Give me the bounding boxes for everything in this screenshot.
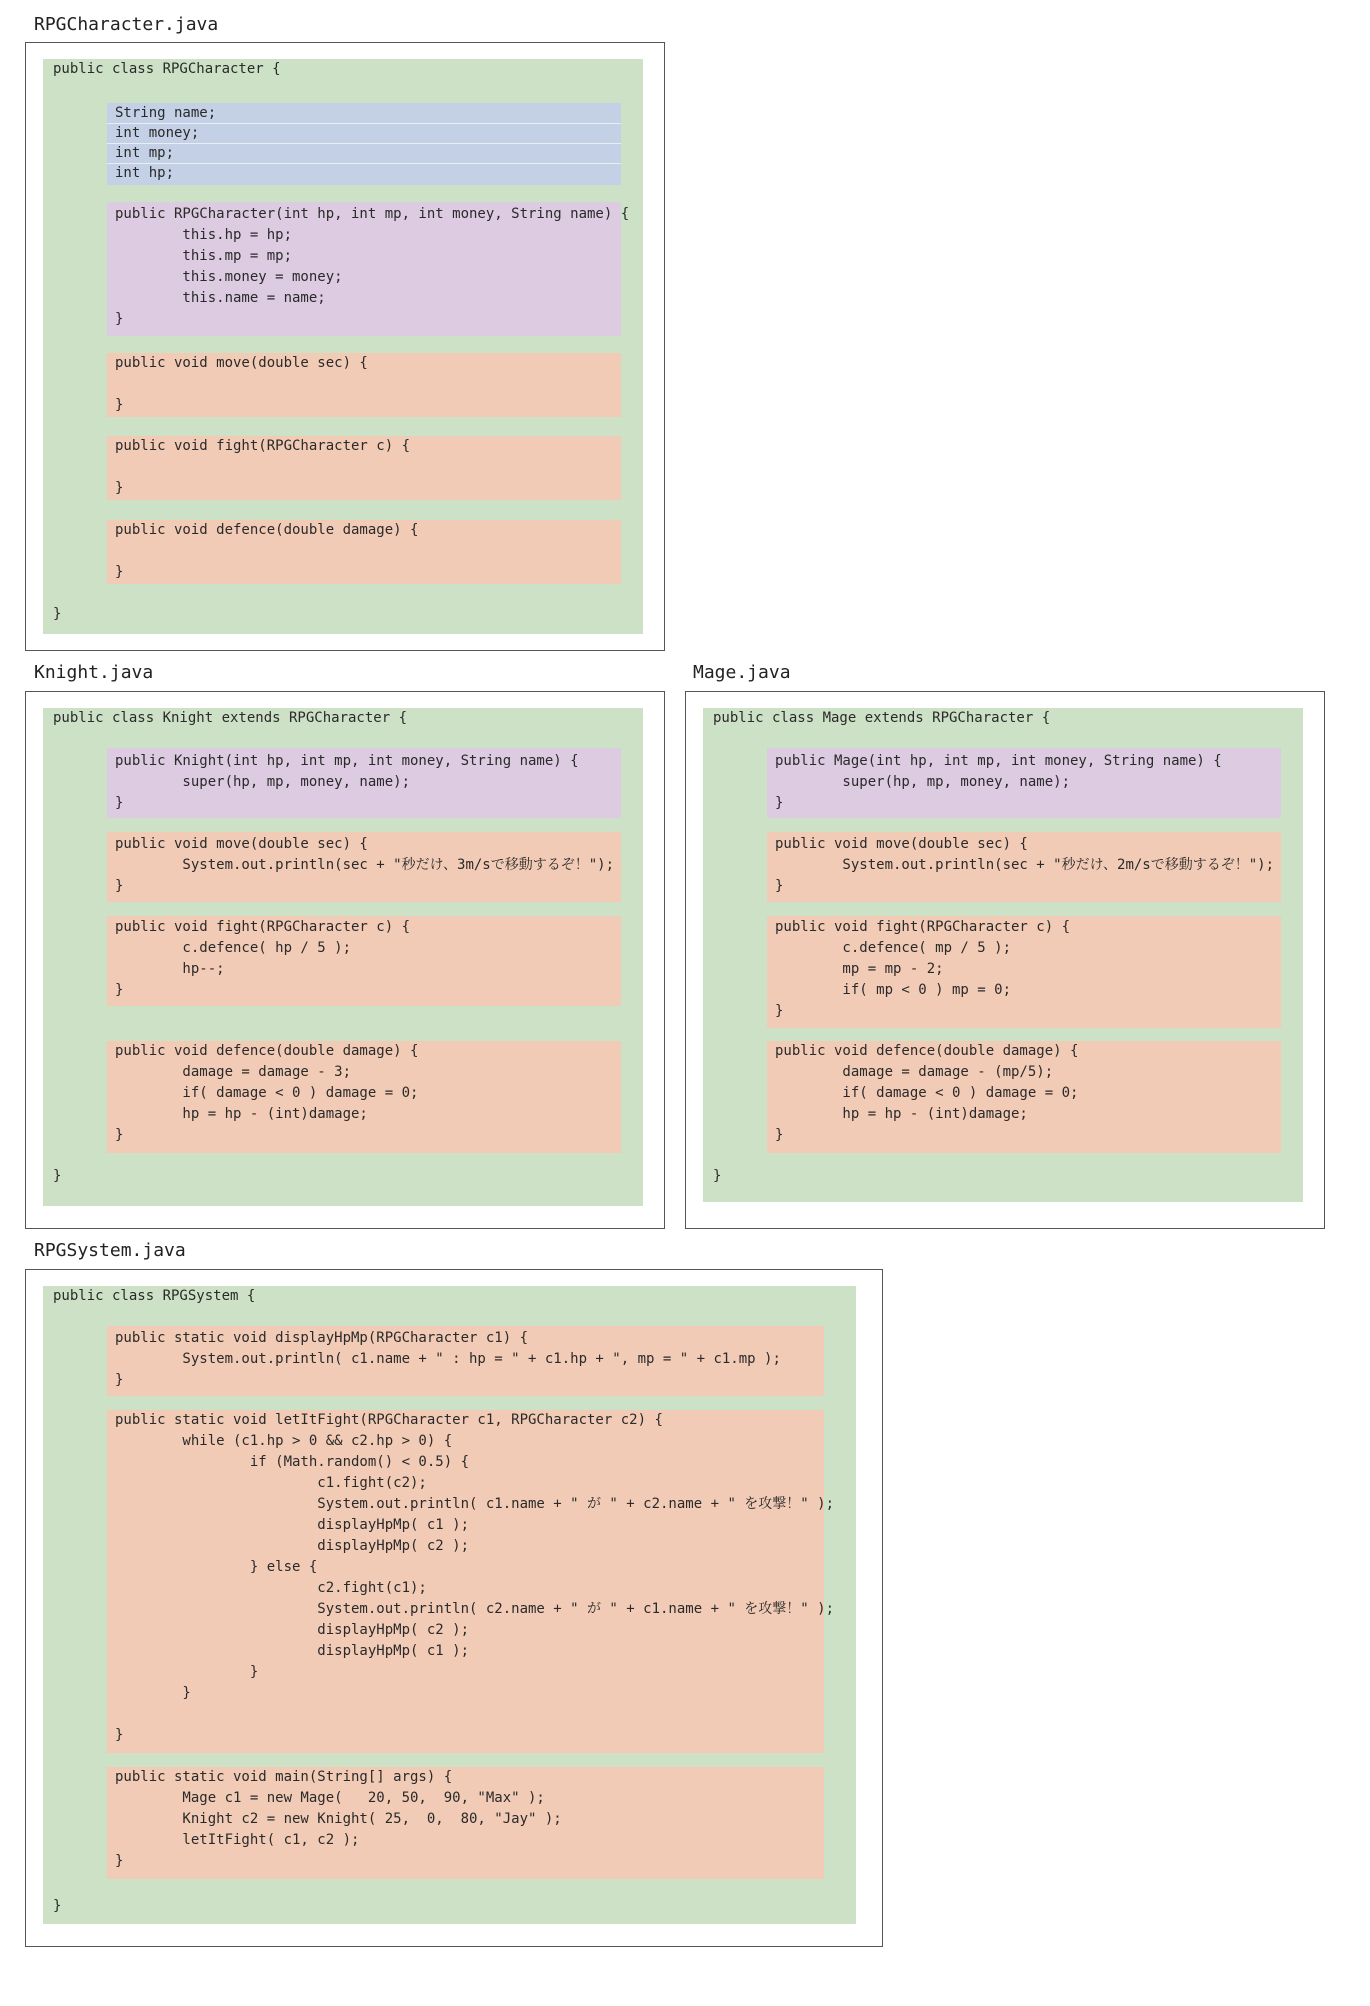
class-closing-brace: } [713,1168,722,1184]
constructor-block [107,202,630,336]
code-line: public void defence(double damage) { [775,1043,1079,1059]
code-line: public RPGCharacter(int hp, int mp, int money, String name) { [115,206,630,222]
class-closing-brace: } [53,1898,62,1914]
code-line: public void defence(double damage) { [115,1043,419,1059]
method-block-fight [767,916,1281,1028]
method-block-main [107,1767,824,1879]
code-line: } [115,1727,124,1743]
code-line: } [115,1664,259,1680]
code-line: System.out.println( c2.name + " が " + c1.name + " を攻撃！" ); [115,1601,835,1617]
code-line: letItFight( c1, c2 ); [115,1832,360,1848]
code-line: this.mp = mp; [115,248,293,264]
class-declaration: public class RPGCharacter { [53,61,281,77]
file-title-rpgsystem: RPGSystem.java [34,1240,186,1261]
class-block-mage [703,708,1303,1202]
method-block-fight [107,436,621,500]
code-line: } [115,1127,124,1143]
code-line: } [115,1853,124,1869]
code-line: } [115,878,124,894]
code-line: } [775,795,784,811]
field-line: String name; [115,105,217,121]
code-line: System.out.println(sec + "秒だけ、2m/sで移動するぞ！"); [775,857,1275,873]
code-line: displayHpMp( c1 ); [115,1517,470,1533]
code-line: c.defence( hp / 5 ); [115,940,352,956]
field-line: int hp; [115,165,175,181]
field-line: int money; [115,125,200,141]
code-line: public static void main(String[] args) { [115,1769,453,1785]
file-panel-rpgcharacter [25,42,665,651]
code-line: System.out.println(sec + "秒だけ、3m/sで移動するぞ！"); [115,857,615,873]
code-line: while (c1.hp > 0 && c2.hp > 0) { [115,1433,453,1449]
code-line: public void fight(RPGCharacter c) { [775,919,1071,935]
code-line: } [115,311,124,327]
fields-block [107,103,621,185]
code-line: } [775,878,784,894]
code-line: c1.fight(c2); [115,1475,427,1491]
code-line: } [115,480,124,496]
file-title-mage: Mage.java [693,662,791,683]
code-line: displayHpMp( c2 ); [115,1538,470,1554]
code-line: } [115,795,124,811]
method-block-letitfight [107,1410,835,1753]
code-line: } [115,397,124,413]
code-line: public void fight(RPGCharacter c) { [115,919,411,935]
field-line: int mp; [115,145,175,161]
method-block-displayhpmp [107,1326,824,1396]
code-line: public void move(double sec) { [115,836,368,852]
code-line: Knight c2 = new Knight( 25, 0, 80, "Jay" ); [115,1811,562,1827]
code-line: c2.fight(c1); [115,1580,427,1596]
method-block-defence [107,1041,621,1153]
code-line: } [775,1003,784,1019]
code-line: c.defence( mp / 5 ); [775,940,1012,956]
code-line: } [115,1685,191,1701]
code-line: super(hp, mp, money, name); [115,774,411,790]
code-line: if (Math.random() < 0.5) { [115,1454,470,1470]
code-line: displayHpMp( c2 ); [115,1622,470,1638]
constructor-block [767,748,1281,818]
code-line: this.hp = hp; [115,227,293,243]
code-line: hp = hp - (int)damage; [115,1106,368,1122]
constructor-block [107,748,621,818]
code-line: super(hp, mp, money, name); [775,774,1071,790]
code-line: hp = hp - (int)damage; [775,1106,1028,1122]
code-line: System.out.println( c1.name + " : hp = " + c1.hp + ", mp = " + c1.mp ); [115,1351,781,1367]
code-line: System.out.println( c1.name + " が " + c2.name + " を攻撃！" ); [115,1496,835,1512]
code-line: } else { [115,1559,318,1575]
file-title-rpgcharacter: RPGCharacter.java [34,14,219,35]
code-line: public Mage(int hp, int mp, int money, String name) { [775,753,1222,769]
code-line: damage = damage - (mp/5); [775,1064,1054,1080]
method-block-move [767,832,1281,902]
method-block-move [107,832,621,902]
code-line: } [115,982,124,998]
class-closing-brace: } [53,1168,62,1184]
code-line: if( mp < 0 ) mp = 0; [775,982,1012,998]
code-line: displayHpMp( c1 ); [115,1643,470,1659]
class-declaration: public class Knight extends RPGCharacter { [53,710,408,726]
code-line: this.name = name; [115,290,326,306]
method-block-fight [107,916,621,1006]
code-line: } [775,1127,784,1143]
code-line: public void defence(double damage) { [115,522,419,538]
code-line: Mage c1 = new Mage( 20, 50, 90, "Max" ); [115,1790,545,1806]
class-block-knight [43,708,643,1206]
code-line: } [115,1372,124,1388]
file-title-knight: Knight.java [34,662,154,683]
code-line: damage = damage - 3; [115,1064,352,1080]
code-line: public static void letItFight(RPGCharacter c1, RPGCharacter c2) { [115,1412,663,1428]
code-line: this.money = money; [115,269,343,285]
code-line: if( damage < 0 ) damage = 0; [115,1085,419,1101]
class-block-rpgsystem [43,1286,856,1924]
file-panel-mage [685,691,1325,1229]
code-line: if( damage < 0 ) damage = 0; [775,1085,1079,1101]
file-panel-rpgsystem [25,1269,883,1947]
file-panel-knight [25,691,665,1229]
code-line: } [115,564,124,580]
code-line: public static void displayHpMp(RPGCharacter c1) { [115,1330,529,1346]
code-line: public void move(double sec) { [115,355,368,371]
code-line: mp = mp - 2; [775,961,944,977]
code-line: public void move(double sec) { [775,836,1028,852]
class-declaration: public class RPGSystem { [53,1288,256,1304]
method-block-move [107,353,621,417]
class-closing-brace: } [53,606,62,622]
code-line: public void fight(RPGCharacter c) { [115,438,411,454]
method-block-defence [767,1041,1281,1153]
method-block-defence [107,520,621,584]
class-block-rpgcharacter [43,59,643,634]
class-declaration: public class Mage extends RPGCharacter { [713,710,1051,726]
code-line: public Knight(int hp, int mp, int money, String name) { [115,753,579,769]
code-line: hp--; [115,961,225,977]
